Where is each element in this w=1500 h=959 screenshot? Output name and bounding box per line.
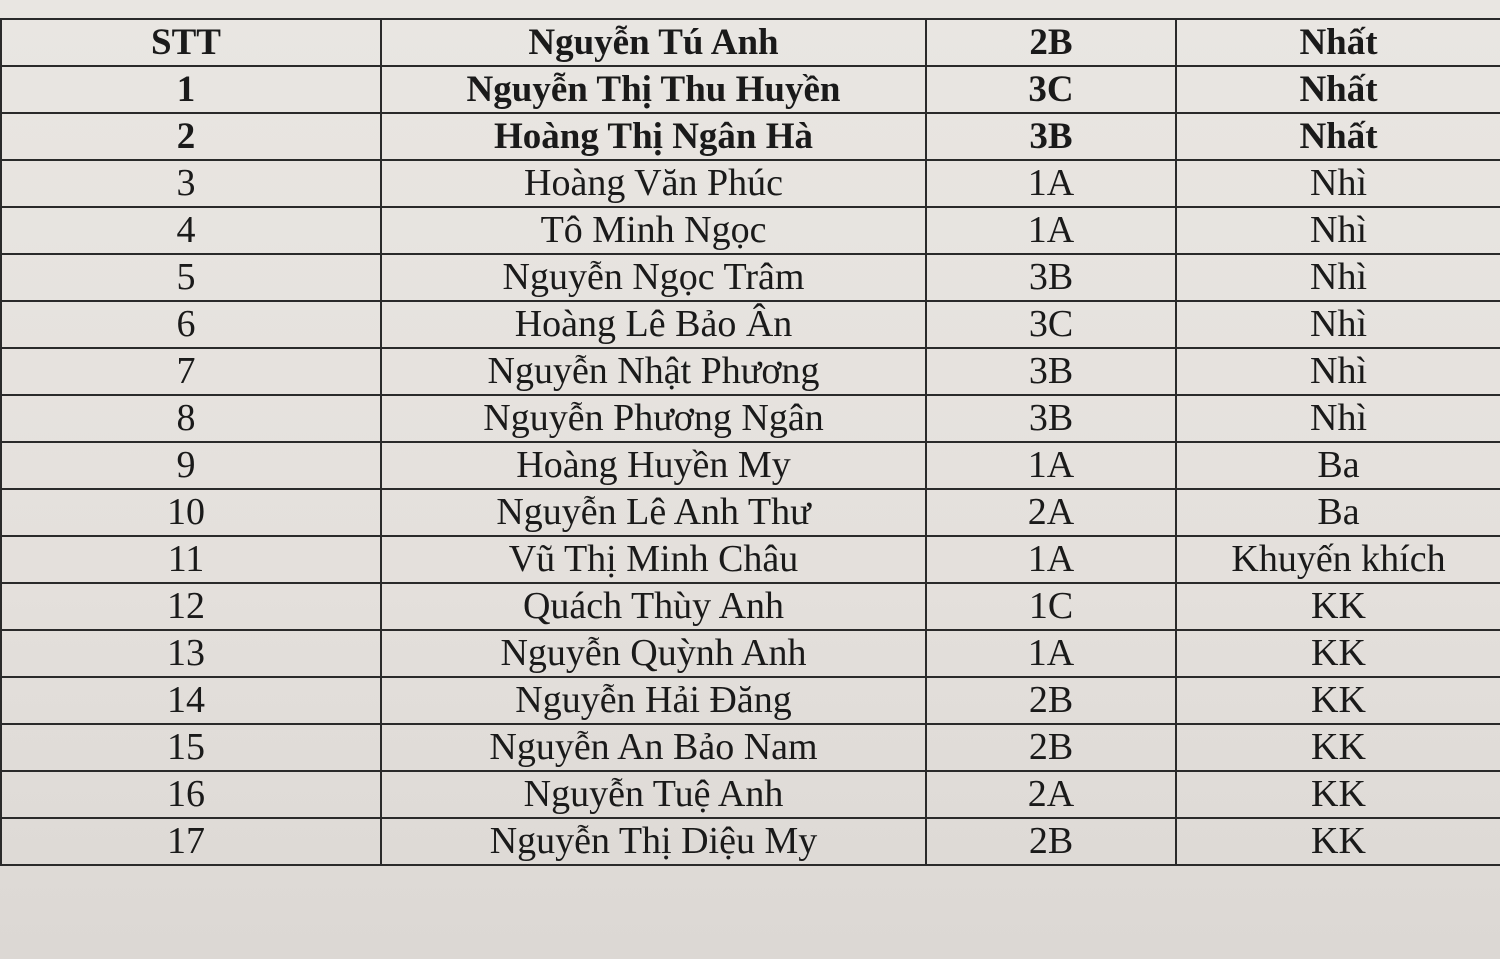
results-table-wrapper — [0, 18, 1500, 866]
table-row — [1, 160, 1500, 207]
row-class-cell: 1C — [926, 583, 1176, 630]
row-prize-cell: Ba — [1176, 442, 1500, 489]
row-name-cell: Tô Minh Ngọc — [381, 207, 926, 254]
row-class-cell: 2B — [926, 818, 1176, 865]
row-stt-cell: 14 — [1, 677, 381, 724]
row-class-cell: 2A — [926, 489, 1176, 536]
table-row — [1, 677, 1500, 724]
header-prize: Nhất — [1176, 19, 1500, 66]
row-class-cell: 3B — [926, 113, 1176, 160]
row-stt-cell: 15 — [1, 724, 381, 771]
table-row — [1, 724, 1500, 771]
row-stt-cell: 12 — [1, 583, 381, 630]
table-row — [1, 771, 1500, 818]
table-row — [1, 630, 1500, 677]
row-name-cell: Nguyễn Thị Diệu My — [381, 818, 926, 865]
row-name-cell: Nguyễn Phương Ngân — [381, 395, 926, 442]
row-class-cell: 2A — [926, 771, 1176, 818]
row-stt-cell: 10 — [1, 489, 381, 536]
row-stt-cell: 17 — [1, 818, 381, 865]
row-prize-cell: KK — [1176, 724, 1500, 771]
results-table-body — [1, 19, 1500, 865]
row-stt-cell: 7 — [1, 348, 381, 395]
table-row — [1, 66, 1500, 113]
row-class-cell: 3B — [926, 254, 1176, 301]
table-row — [1, 818, 1500, 865]
table-row — [1, 489, 1500, 536]
row-name-cell: Hoàng Huyền My — [381, 442, 926, 489]
row-name-cell: Nguyễn An Bảo Nam — [381, 724, 926, 771]
row-name-cell: Hoàng Văn Phúc — [381, 160, 926, 207]
row-prize-cell: Nhất — [1176, 66, 1500, 113]
row-name-cell: Nguyễn Thị Thu Huyền — [381, 66, 926, 113]
table-header-row — [1, 19, 1500, 66]
table-row — [1, 536, 1500, 583]
table-row — [1, 301, 1500, 348]
row-class-cell: 3C — [926, 301, 1176, 348]
row-name-cell: Nguyễn Lê Anh Thư — [381, 489, 926, 536]
row-name-cell: Hoàng Lê Bảo Ân — [381, 301, 926, 348]
table-row — [1, 348, 1500, 395]
row-stt-cell: 4 — [1, 207, 381, 254]
row-prize-cell: Ba — [1176, 489, 1500, 536]
row-prize-cell: KK — [1176, 630, 1500, 677]
row-class-cell: 3C — [926, 66, 1176, 113]
table-row — [1, 442, 1500, 489]
row-prize-cell: Nhất — [1176, 113, 1500, 160]
row-prize-cell: Nhì — [1176, 395, 1500, 442]
row-class-cell: 3B — [926, 395, 1176, 442]
table-row — [1, 395, 1500, 442]
row-class-cell: 1A — [926, 536, 1176, 583]
row-name-cell: Hoàng Thị Ngân Hà — [381, 113, 926, 160]
row-prize-cell: Khuyến khích — [1176, 536, 1500, 583]
row-class-cell: 2B — [926, 677, 1176, 724]
row-class-cell: 3B — [926, 348, 1176, 395]
row-prize-cell: Nhì — [1176, 160, 1500, 207]
row-class-cell: 1A — [926, 630, 1176, 677]
table-row — [1, 207, 1500, 254]
row-stt-cell: 6 — [1, 301, 381, 348]
results-table — [0, 18, 1500, 866]
row-class-cell: 1A — [926, 442, 1176, 489]
header-name: Nguyễn Tú Anh — [381, 19, 926, 66]
row-stt-cell: 8 — [1, 395, 381, 442]
row-class-cell: 2B — [926, 724, 1176, 771]
row-name-cell: Vũ Thị Minh Châu — [381, 536, 926, 583]
row-name-cell: Nguyễn Nhật Phương — [381, 348, 926, 395]
row-prize-cell: KK — [1176, 818, 1500, 865]
row-prize-cell: KK — [1176, 771, 1500, 818]
table-row — [1, 583, 1500, 630]
row-name-cell: Quách Thùy Anh — [381, 583, 926, 630]
row-prize-cell: Nhì — [1176, 207, 1500, 254]
row-prize-cell: Nhì — [1176, 348, 1500, 395]
row-stt-cell: 13 — [1, 630, 381, 677]
row-class-cell: 1A — [926, 160, 1176, 207]
row-prize-cell: Nhì — [1176, 301, 1500, 348]
row-name-cell: Nguyễn Ngọc Trâm — [381, 254, 926, 301]
row-stt-cell: 1 — [1, 66, 381, 113]
row-stt-cell: 3 — [1, 160, 381, 207]
row-class-cell: 1A — [926, 207, 1176, 254]
row-stt-cell: 11 — [1, 536, 381, 583]
table-row — [1, 254, 1500, 301]
row-name-cell: Nguyễn Tuệ Anh — [381, 771, 926, 818]
header-stt: STT — [1, 19, 381, 66]
row-name-cell: Nguyễn Hải Đăng — [381, 677, 926, 724]
row-prize-cell: Nhì — [1176, 254, 1500, 301]
header-class: 2B — [926, 19, 1176, 66]
row-stt-cell: 16 — [1, 771, 381, 818]
row-stt-cell: 5 — [1, 254, 381, 301]
table-row — [1, 113, 1500, 160]
row-prize-cell: KK — [1176, 583, 1500, 630]
row-stt-cell: 9 — [1, 442, 381, 489]
row-prize-cell: KK — [1176, 677, 1500, 724]
row-stt-cell: 2 — [1, 113, 381, 160]
row-name-cell: Nguyễn Quỳnh Anh — [381, 630, 926, 677]
